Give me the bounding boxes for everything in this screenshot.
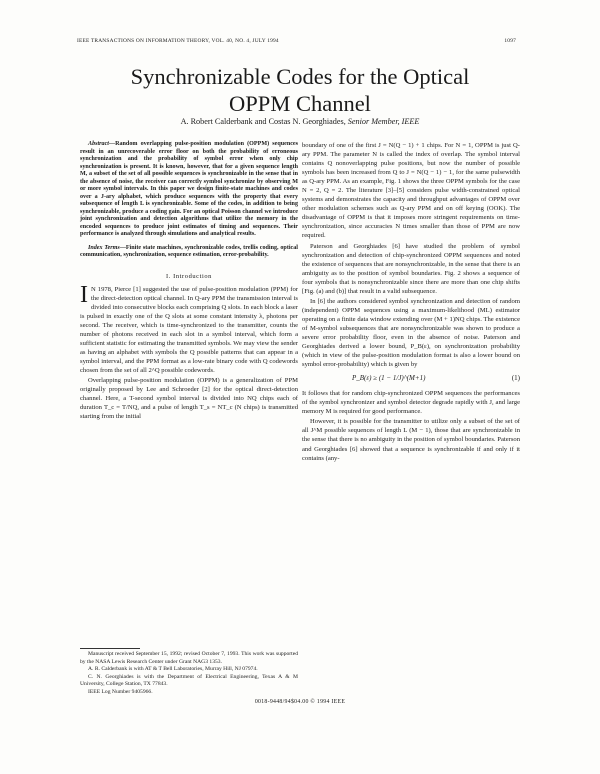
index-terms-text: —Finite state machines, synchronizable codes, trellis coding, optical communication, synchronization, sequence estimation, error-probability. [80, 244, 298, 258]
equation-number: (1) [511, 374, 520, 383]
intro-paragraph-2: Overlapping pulse-position modulation (OPPM) is a generalization of PPM originally proposed by Lee and Schroeder [2] for the optical direct-detection channel. Here, a T-second symbol interval is divided into NQ chips each of duration T_c = T/NQ, and a pulse of length T_s = NT_c (N chips) is transmitted starting from the initial [80, 377, 298, 421]
equation-1 [302, 374, 520, 383]
intro-paragraph-1-text: N 1978, Pierce [1] suggested the use of pulse-position modulation (PPM) for the direct-detection optical channel. In Q-ary PPM the transmission interval is divided into consecutive blocks each comprising Q slots. In each block a laser is pulsed in exactly one of the Q slots at some constant intensity λ, photons per second. The receiver, which is time-synchronized to the transmitter, counts the number of photons received in each slot in a symbol interval, which form a sufficient statistic for estimating the transmitted symbols. We may view the sender as having an alphabet with symbols the Q possible patterns that can appear in a symbol interval, and the PPM format as a low-rate binary code with Q codewords chosen from the set of all 2^Q possible codewords. [80, 285, 298, 374]
running-head [77, 38, 516, 48]
abstract [80, 141, 298, 239]
footnote-author-2: C. N. Georghiades is with the Department of Electrical Engineering, Texas A & M University, College Station, TX 77843. [80, 673, 298, 687]
footnote-manuscript: Manuscript received September 15, 1992; revised October 7, 1993. This work was supported by the NASA Lewis Research Center under Grant NAG3 1353. [80, 651, 298, 665]
index-terms-lead: Index Terms [88, 244, 120, 251]
footnote-author-1: A. R. Calderbank is with AT & T Bell Laboratories, Murray Hill, NJ 07974. [88, 666, 258, 672]
journal-name: IEEE TRANSACTIONS ON INFORMATION THEORY, VOL. 40, NO. 4, JULY 1994 [77, 38, 279, 44]
abstract-text: —Random overlapping pulse-position modulation (OPPM) sequences result in an unrecoverable error floor on both the probability of erroneous synchronization and the probability of symbol error when only chip synchronization is present. It is known, however, that for a given sequence length M, a subset of the set of all possible sequences is synchronizable in the sense that in the absence of noise, the receiver can correctly symbol synchronize by observing M or more symbol intervals. In this paper we design finite-state machines and codes over a J-ary alphabet, which produce sequences with the property that every subsequence of length L is synchronizable. Some of the codes, in addition to being synchronizable, produce a coding gain. For an optical Poisson channel we introduce joint synchronization and detection algorithms that utilize the memory in the encoded sequences to produce joint estimates of timing and sequences. Their performance is analyzed through simulations and analytical results. [80, 141, 298, 237]
index-terms [80, 245, 298, 260]
intro-paragraph-1 [80, 281, 298, 375]
copyright-code: 0018-9448/94$04.00 © 1994 IEEE [254, 699, 346, 705]
equation-body: P_B(ε) ≥ (1 − 1/J)^(M+1) [352, 374, 426, 383]
left-column [80, 141, 298, 422]
right-paragraph-5: However, it is possible for the transmitter to utilize only a subset of the set of all J^M possible sequences of length L (M − 1), those that are synchronizable in the sense that there is no ambiguity in the position of symbol boundaries. Paterson and Georghiades [6] showed that a sequence is synchronizable if and only if it contains (any- [302, 418, 520, 462]
drop-cap: I [80, 281, 88, 308]
abstract-lead: Abstract [88, 141, 109, 147]
author-names: A. Robert Calderbank and Costas N. Georghiades, [180, 117, 346, 126]
right-paragraph-1: boundary of one of the first J = N(Q − 1) + 1 chips. For N = 1, OPPM is just Q-ary PPM. The parameter N is called the index of overlap. The symbol interval contains Q nonoverlapping pulse positions, but now the number of possible symbols has been increased from Q to J = N(Q − 1) − 1, for the same pulsewidth as Q-ary PPM. As an example, Fig. 1 shows the three OPPM symbols for the case N = 2, Q = 2. The literature [3]–[5] considers pulse width-constrained optical systems and demonstrates the capacity and throughput advantages of OPPM over other modulation schemes such as Q-ary PPM and on off keying (OOK). The disadvantage of OPPM is that it imposes more stringent requirements on time-synchronization, since accuracies N times smaller than those of PPM are now required. [302, 142, 520, 240]
page-number: 1097 [504, 38, 516, 44]
title-line-1: Synchronizable Codes for the Optical [130, 64, 470, 89]
right-paragraph-2: Paterson and Georghiades [6] have studied the problem of symbol synchronization and detection of chip-synchronized OPPM sequences and noted the existence of sequences that are nonsynchronizable, in the sense that there is an ambiguity as to the position of symbol boundaries. Fig. 2 shows a sequence of four symbols that is nonsynchronizable since there are more than one chip shifts [Fig. (a) and (b)] that result in a valid subsequence. [302, 242, 520, 295]
footnote-rule [80, 648, 140, 649]
section-heading: I. Introduction [166, 272, 212, 280]
author-line [60, 117, 540, 126]
right-paragraph-3: In [6] the authors considered symbol synchronization and detection of random (independent) OPPM sequences using a maximum-likelihood (ML) estimator operating on a finite data window extending over (M + 1)NQ chips. The existence of M-symbol subsequences that are nonsynchronizable was shown to produce a severe error probability floor, even in the absence of noise. Paterson and Georghiades derived a lower bound, P_B(ε), on synchronization probability (which in view of the pulse-position modulation format is also a lower bound on symbol error-probability) which is given by [302, 297, 520, 369]
paper-title [60, 63, 540, 117]
title-line-2: OPPM Channel [229, 91, 371, 116]
author-role: Senior Member, IEEE [347, 117, 420, 126]
right-column [302, 141, 520, 464]
footnotes [80, 651, 298, 696]
footnote-log: IEEE Log Number 9405966. [88, 688, 153, 695]
right-paragraph-4: It follows that for random chip-synchronized OPPM sequences the performances of the symbol synchronizer and symbol detector degrade rapidly with J, and large memory M is required for good performance. [302, 390, 520, 416]
